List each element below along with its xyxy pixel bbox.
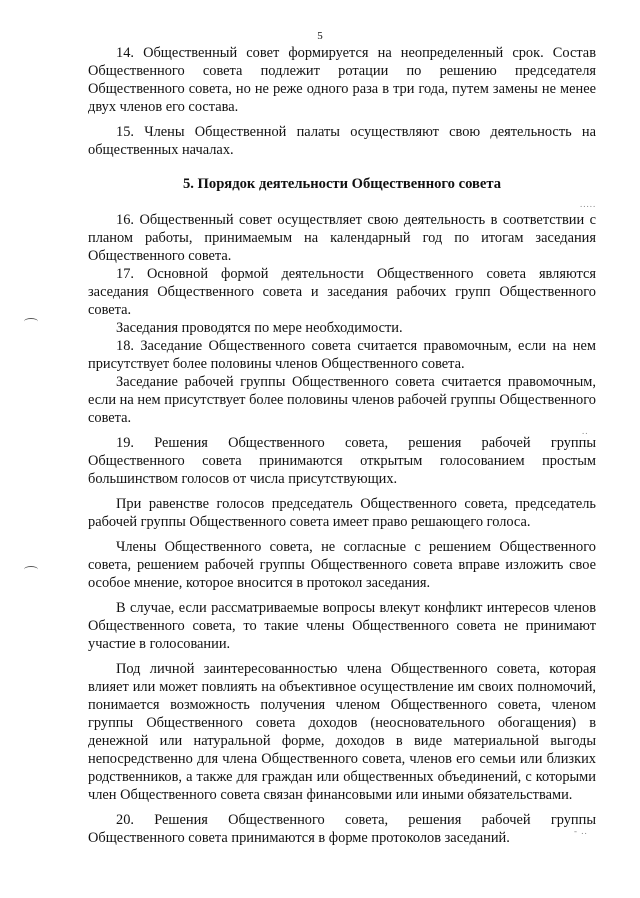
scan-artifact: .. (582, 426, 589, 436)
paragraph: При равенстве голосов председатель Общественного совета, председатель рабочей группы Общественного совета имеет право решающего голоса. (88, 496, 596, 530)
paragraph: Члены Общественного совета, не согласные с решением Общественного совета, решением рабочей группы Общественного совета вправе изложить свое особое мнение, которое вносится в протокол заседания. (88, 539, 596, 591)
paragraph: Под личной заинтересованностью члена Общественного совета, которая влияет или может повлиять на объективное осуществление им своих полномочий, понимается возможность получения членом Общественного совета, членом группы Общественного совета доходов (неосновательного обогащения) в денежной или натуральной форме, доходов в виде материальной выгоды непосредственно для члена Общественного совета, членов его семьи или близких родственников, а также для граждан или общественных объединений, с которыми член Общественного совета связан финансовыми или иными обязательствами. (88, 661, 596, 803)
binding-hole-mark (24, 318, 38, 325)
paragraph: 19. Решения Общественного совета, решения рабочей группы Общественного совета принимаются открытым голосованием простым большинством голосов от числа присутствующих. (88, 435, 596, 487)
paragraph-spacer (88, 592, 596, 599)
paragraph-spacer (88, 116, 596, 123)
paragraph: 20. Решения Общественного совета, решения рабочей группы Общественного совета принимаются в форме протоколов заседаний. (88, 812, 596, 846)
paragraph-spacer (88, 488, 596, 495)
paragraph-spacer (88, 531, 596, 538)
paragraph: 15. Члены Общественной палаты осуществляют свою деятельность на общественных началах. (88, 124, 596, 158)
paragraph-spacer (88, 427, 596, 434)
paragraph: Заседание рабочей группы Общественного совета считается правомочным, если на нем присутствует более половины членов рабочей группы Общественного совета. (88, 374, 596, 426)
paragraph-spacer (88, 653, 596, 660)
paragraph: Заседания проводятся по мере необходимости. (116, 320, 403, 336)
scan-artifact: ..... (580, 199, 597, 209)
paragraph: 17. Основной формой деятельности Общественного совета являются заседания Общественного совета и заседания рабочих групп Общественного совета. (88, 266, 596, 318)
page-number: 5 (317, 30, 323, 42)
section-heading: 5. Порядок деятельности Общественного совета (182, 176, 502, 192)
paragraph: В случае, если рассматриваемые вопросы влекут конфликт интересов членов Общественного совета, то такие члены Общественного совета не принимают участие в голосовании. (88, 600, 596, 652)
scan-artifact: - .. (574, 826, 588, 836)
paragraph-spacer (88, 804, 596, 811)
paragraph: 18. Заседание Общественного совета считается правомочным, если на нем присутствует более половины членов Общественного совета. (88, 338, 596, 372)
paragraph: 14. Общественный совет формируется на неопределенный срок. Состав Общественного совета подлежит ротации по решению председателя Общественного совета, но не реже одного раза в три года, путем замены не менее двух членов его состава. (88, 45, 596, 115)
binding-hole-mark (24, 566, 38, 573)
paragraph: 16. Общественный совет осуществляет свою деятельность в соответствии с планом работы, принимаемым на календарный год по итогам заседания Общественного совета. (88, 212, 596, 264)
document-body (88, 44, 596, 847)
